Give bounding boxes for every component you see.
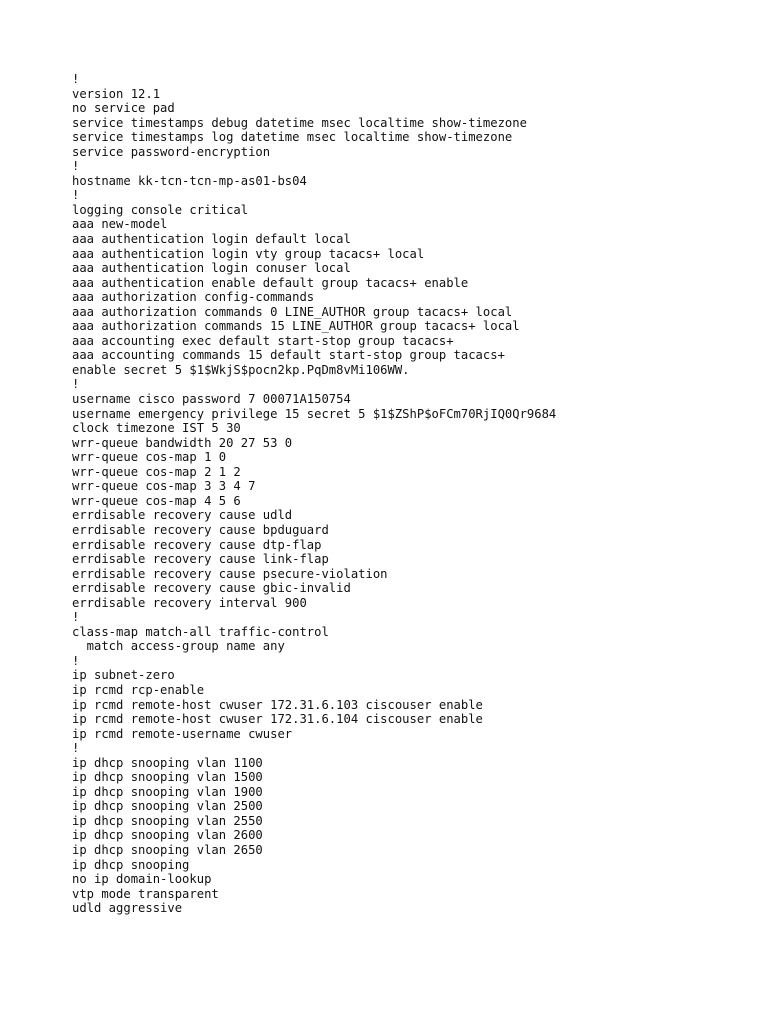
config-line: errdisable recovery cause gbic-invalid — [72, 581, 351, 596]
config-line: ip rcmd remote-username cwuser — [72, 726, 293, 741]
config-line: errdisable recovery cause udld — [72, 508, 293, 523]
config-line: wrr-queue cos-map 2 1 2 — [72, 464, 241, 479]
config-line: udld aggressive — [72, 901, 183, 916]
config-line: ! — [72, 653, 80, 668]
config-line: ! — [72, 159, 80, 174]
config-line: ! — [72, 188, 80, 203]
config-line: ! — [72, 72, 80, 86]
config-line: logging console critical — [72, 202, 249, 217]
config-line: aaa authorization config-commands — [72, 290, 315, 305]
config-line: vtp mode transparent — [72, 886, 219, 901]
config-line: wrr-queue cos-map 4 5 6 — [72, 493, 241, 508]
config-line: ip rcmd remote-host cwuser 172.31.6.103 ciscouser enable — [72, 697, 483, 712]
config-line: wrr-queue bandwidth 20 27 53 0 — [72, 435, 293, 450]
config-line: ip dhcp snooping — [72, 857, 190, 872]
config-line: ip subnet-zero — [72, 668, 175, 683]
config-line: aaa authorization commands 15 LINE_AUTHOR group tacacs+ local — [72, 319, 520, 334]
config-line: aaa accounting commands 15 default start-stop group tacacs+ — [72, 348, 505, 363]
config-line: ip dhcp snooping vlan 1100 — [72, 755, 263, 770]
config-line: version 12.1 — [72, 86, 161, 101]
config-line: ! — [72, 741, 80, 756]
config-line: wrr-queue cos-map 1 0 — [72, 450, 227, 465]
config-line: service password-encryption — [72, 144, 271, 159]
config-line: ip rcmd rcp-enable — [72, 682, 205, 697]
config-line: errdisable recovery cause dtp-flap — [72, 537, 322, 552]
config-line: ip dhcp snooping vlan 2500 — [72, 799, 263, 814]
config-line: ip dhcp snooping vlan 2600 — [72, 828, 263, 843]
config-line: no service pad — [72, 101, 175, 116]
config-line: ! — [72, 610, 80, 625]
config-line: aaa authentication enable default group tacacs+ enable — [72, 275, 469, 290]
config-line: ip dhcp snooping vlan 1500 — [72, 770, 263, 785]
config-line: ip rcmd remote-host cwuser 172.31.6.104 ciscouser enable — [72, 712, 483, 727]
config-line: aaa authentication login default local — [72, 232, 351, 247]
config-line: aaa authentication login vty group tacacs+ local — [72, 246, 425, 261]
config-line: ip dhcp snooping vlan 2650 — [72, 842, 263, 857]
config-line: username cisco password 7 00071A150754 — [72, 392, 351, 407]
config-line: username emergency privilege 15 secret 5 $1$ZShP$oFCm70RjIQ0Qr9684 — [72, 406, 557, 421]
config-line: class-map match-all traffic-control — [72, 624, 329, 639]
config-line: ! — [72, 377, 80, 392]
config-line: hostname kk-tcn-tcn-mp-as01-bs04 — [72, 173, 307, 188]
config-line: enable secret 5 $1$WkjS$pocn2kp.PqDm8vMi106WW. — [72, 362, 410, 377]
config-line: errdisable recovery cause psecure-violation — [72, 566, 388, 581]
config-line: errdisable recovery cause link-flap — [72, 552, 329, 567]
config-text-block — [72, 72, 556, 916]
config-line: errdisable recovery interval 900 — [72, 595, 307, 610]
config-line: ip dhcp snooping vlan 2550 — [72, 813, 263, 828]
config-line: aaa accounting exec default start-stop group tacacs+ — [72, 333, 454, 348]
config-line: clock timezone IST 5 30 — [72, 421, 241, 436]
config-line: aaa authorization commands 0 LINE_AUTHOR group tacacs+ local — [72, 304, 513, 319]
config-line: service timestamps log datetime msec localtime show-timezone — [72, 130, 513, 145]
config-line: no ip domain-lookup — [72, 872, 212, 887]
config-line: aaa new-model — [72, 217, 168, 232]
config-line: errdisable recovery cause bpduguard — [72, 522, 329, 537]
config-line: aaa authentication login conuser local — [72, 261, 351, 276]
config-line: wrr-queue cos-map 3 3 4 7 — [72, 479, 256, 494]
config-line: match access-group name any — [72, 639, 285, 654]
config-line: ip dhcp snooping vlan 1900 — [72, 784, 263, 799]
config-line: service timestamps debug datetime msec localtime show-timezone — [72, 115, 527, 130]
